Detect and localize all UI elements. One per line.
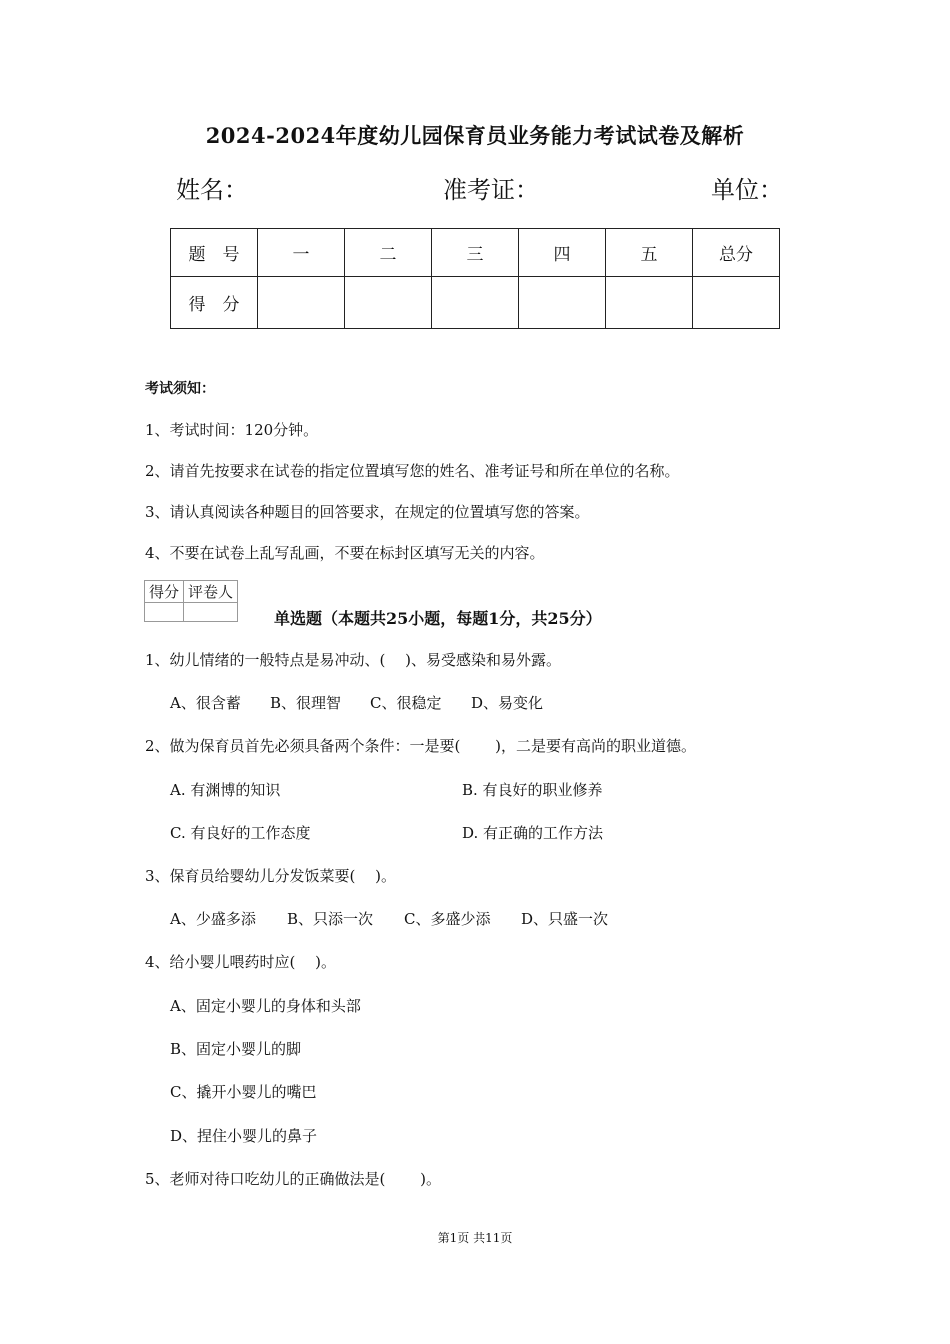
option: C、撬开小婴儿的嘴巴 <box>170 1083 317 1101</box>
option: B、只添一次 <box>287 910 374 928</box>
score-table-col: 总分 <box>693 229 780 277</box>
score-table-score-row <box>171 277 780 329</box>
notice-heading: 考试须知： <box>145 381 215 397</box>
score-cell[interactable] <box>519 277 606 329</box>
option: B. 有良好的职业修养 <box>462 781 603 799</box>
score-table-col: 四 <box>519 229 606 277</box>
page-title: 2024-2024年度幼儿园保育员业务能力考试试卷及解析 <box>205 123 745 148</box>
score-table-header-row <box>171 229 780 277</box>
page-footer: 第1页 共11页 <box>437 1231 513 1245</box>
section-title: 单选题（本题共25小题，每题1分，共25分） <box>274 609 602 628</box>
option: D. 有正确的工作方法 <box>462 824 604 842</box>
score-table-col: 三 <box>432 229 519 277</box>
option: A、很含蓄 <box>170 694 241 712</box>
notice-item: 3、请认真阅读各种题目的回答要求，在规定的位置填写您的答案。 <box>145 503 590 521</box>
question-stem: 2、做为保育员首先必须具备两个条件：一是要( )，二是要有高尚的职业道德。 <box>145 737 697 755</box>
score-table <box>170 228 780 329</box>
unit-label: 单位： <box>711 176 783 204</box>
grader-name-label: 评卷人 <box>184 581 238 603</box>
option: B、很理智 <box>270 694 342 712</box>
question-stem: 3、保育员给婴幼儿分发饭菜要( )。 <box>145 867 397 885</box>
exam-id-label: 准考证： <box>443 176 539 204</box>
notice-item: 1、考试时间：120分钟。 <box>145 421 319 439</box>
score-cell[interactable] <box>606 277 693 329</box>
option: C. 有良好的工作态度 <box>170 824 311 842</box>
option: D、只盛一次 <box>521 910 609 928</box>
grader-score-cell[interactable] <box>145 603 184 622</box>
score-table-col: 一 <box>258 229 345 277</box>
notice-item: 2、请首先按要求在试卷的指定位置填写您的姓名、准考证号和所在单位的名称。 <box>145 462 680 480</box>
option: C、多盛少添 <box>404 910 491 928</box>
grader-box <box>144 580 238 622</box>
option: D、捏住小婴儿的鼻子 <box>170 1127 318 1145</box>
question-stem: 1、幼儿情绪的一般特点是易冲动、( )、易受感染和易外露。 <box>145 651 562 669</box>
score-table-col: 五 <box>606 229 693 277</box>
option: D、易变化 <box>471 694 544 712</box>
notice-item: 4、不要在试卷上乱写乱画，不要在标封区填写无关的内容。 <box>145 544 545 562</box>
score-cell[interactable] <box>345 277 432 329</box>
option: A、固定小婴儿的身体和头部 <box>170 997 361 1015</box>
option: B、固定小婴儿的脚 <box>170 1040 302 1058</box>
score-cell[interactable] <box>258 277 345 329</box>
option: A. 有渊博的知识 <box>170 781 281 799</box>
question-stem: 5、老师对待口吃幼儿的正确做法是( )。 <box>145 1170 442 1188</box>
grader-score-label: 得分 <box>145 581 184 603</box>
name-label: 姓名： <box>176 176 248 204</box>
option: C、很稳定 <box>370 694 442 712</box>
option: A、少盛多添 <box>170 910 256 928</box>
question-stem: 4、给小婴儿喂药时应( )。 <box>145 953 337 971</box>
score-cell[interactable] <box>693 277 780 329</box>
grader-name-cell[interactable] <box>184 603 238 622</box>
score-table-header-label: 题 号 <box>171 229 258 277</box>
score-table-score-label: 得 分 <box>171 277 258 329</box>
score-table-col: 二 <box>345 229 432 277</box>
score-cell[interactable] <box>432 277 519 329</box>
